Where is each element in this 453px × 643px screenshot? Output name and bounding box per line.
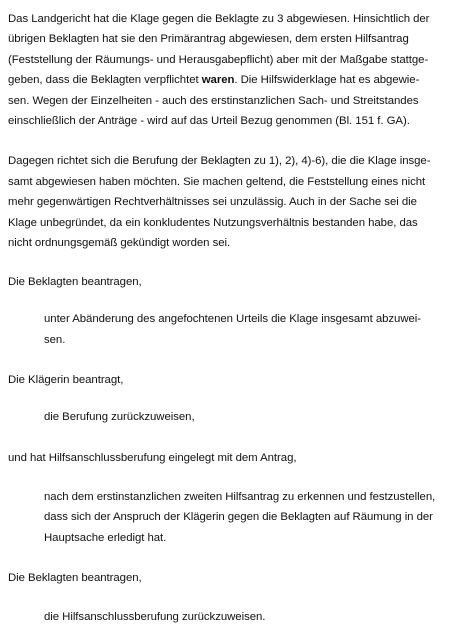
- paragraph-2-line-5: nicht ordnungsgemäß gekündigt worden sei.: [8, 237, 231, 249]
- antrag-klaegerin: die Berufung zurückzuweisen,: [44, 411, 195, 423]
- paragraph-1-line-3: (Feststellung der Räumungs- und Herausgabepflicht) aber mit der Maßgabe stattge-: [8, 54, 429, 66]
- paragraph-2-line-1: Dagegen richtet sich die Berufung der Beklagten zu 1), 2), 4)-6), die die Klage insge-: [8, 155, 431, 167]
- emphasis-waren: waren: [201, 74, 235, 86]
- paragraph-1-line-4-pre: geben, dass die Beklagten verpflichtet: [8, 74, 202, 86]
- antrag-zurueckweisung: die Hilfsanschlussberufung zurückzuweisen.: [44, 611, 266, 623]
- paragraph-2-line-2: samt abgewiesen haben möchten. Sie machen geltend, die Feststellung eines nicht: [8, 176, 426, 188]
- beklagten-beantragen-2: Die Beklagten beantragen,: [8, 572, 142, 584]
- beklagten-beantragen-1: Die Beklagten beantragen,: [8, 276, 142, 288]
- paragraph-1-line-4-post: . Die Hilfswiderklage hat es abgewie-: [234, 74, 420, 86]
- antrag-hilfsanschluss-line-3: Hauptsache erledigt hat.: [44, 532, 167, 544]
- paragraph-1-line-1: Das Landgericht hat die Klage gegen die Beklagte zu 3 abgewiesen. Hinsichtlich der: [8, 13, 430, 25]
- antrag-hilfsanschluss-line-2: dass sich der Anspruch der Klägerin gegen die Beklagten auf Räumung in der: [44, 511, 433, 523]
- paragraph-1-line-6: einschließlich der Anträge - wird auf das Urteil Bezug genommen (Bl. 151 f. GA).: [8, 115, 410, 127]
- paragraph-1-line-4: [8, 73, 419, 87]
- paragraph-1-line-2: übrigen Beklagten hat sie den Primärantrag abgewiesen, dem ersten Hilfsantrag: [8, 33, 409, 45]
- antrag-beklagte-line-2: sen.: [44, 334, 66, 346]
- hilfsanschluss: und hat Hilfsanschlussberufung eingelegt mit dem Antrag,: [8, 452, 297, 464]
- paragraph-1-line-5: sen. Wegen der Einzelheiten - auch des erstinstanzlichen Sach- und Streitstandes: [8, 95, 419, 107]
- antrag-beklagte-line-1: unter Abänderung des angefochtenen Urteils die Klage insgesamt abzuwei-: [44, 313, 422, 325]
- antrag-hilfsanschluss-line-1: nach dem erstinstanzlichen zweiten Hilfsantrag zu erkennen und festzustellen,: [44, 491, 436, 503]
- paragraph-2-line-3: mehr gegenwärtigen Rechtverhältnisses sei unzulässig. Auch in der Sache sei die: [8, 196, 417, 208]
- paragraph-2-line-4: Klage unbegründet, da ein konkludentes Nutzungsverhältnis bestanden habe, das: [8, 217, 418, 229]
- klaegerin-beantragt: Die Klägerin beantragt,: [8, 374, 124, 386]
